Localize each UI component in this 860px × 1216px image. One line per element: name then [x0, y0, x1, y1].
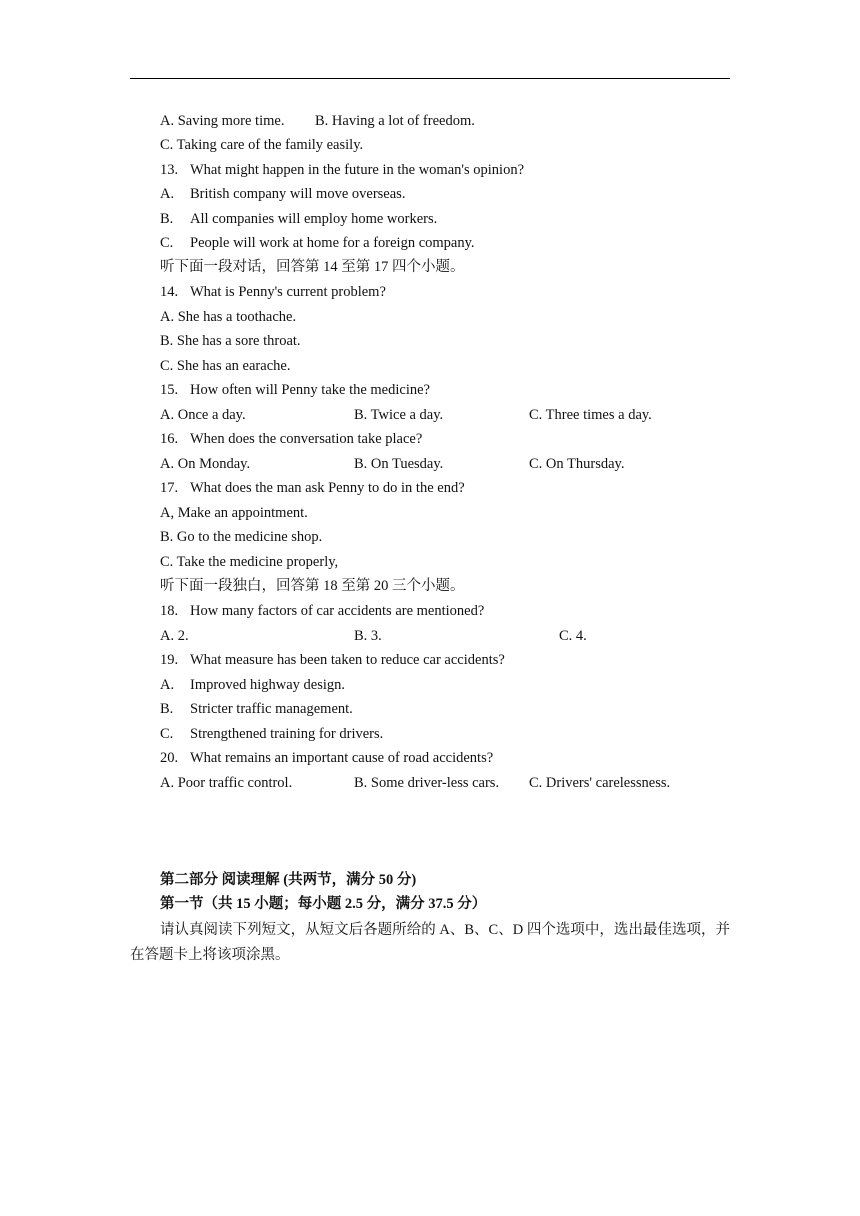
- question-14: [160, 283, 386, 301]
- q13-option-c: [160, 234, 475, 252]
- question-20: [160, 749, 493, 767]
- q12-option-a: A. Saving more time.: [160, 113, 285, 129]
- q15-option-a: A. Once a day.: [160, 407, 246, 423]
- q13-option-a: [160, 185, 405, 203]
- question-text: What is Penny's current problem?: [190, 284, 386, 300]
- option-letter: B.: [160, 701, 174, 717]
- option-letter: A.: [160, 677, 175, 693]
- q12-option-b: B. Having a lot of freedom.: [315, 113, 475, 129]
- option-letter: C.: [160, 726, 174, 742]
- option-text: British company will move overseas.: [190, 186, 406, 202]
- q16-option-a: A. On Monday.: [160, 456, 251, 472]
- q15-options-row: [160, 406, 652, 424]
- instruction-18-20: 听下面一段独白，回答第 18 至第 20 三个小题。: [160, 578, 465, 594]
- option-text: Stricter traffic management.: [190, 701, 353, 717]
- q13-option-b: [160, 210, 437, 228]
- q19-option-c: [160, 725, 383, 743]
- q20-option-a: A. Poor traffic control.: [160, 775, 293, 791]
- q16-options-row: [160, 455, 625, 473]
- option-letter: C.: [160, 235, 174, 251]
- question-number: 16.: [160, 431, 179, 447]
- q14-option-c: C. She has an earache.: [160, 358, 291, 374]
- question-text: How many factors of car accidents are mentioned?: [190, 603, 485, 619]
- question-text: What does the man ask Penny to do in the end?: [190, 480, 465, 496]
- question-number: 20.: [160, 750, 179, 766]
- option-text: Strengthened training for drivers.: [190, 726, 384, 742]
- q15-option-b: B. Twice a day.: [354, 407, 444, 423]
- option-text: Improved highway design.: [190, 677, 346, 693]
- question-18: [160, 602, 484, 620]
- q14-option-a: A. She has a toothache.: [160, 309, 297, 325]
- q19-option-a: [160, 676, 345, 694]
- q15-option-c: C. Three times a day.: [529, 407, 652, 423]
- part2-section1-heading: 第一节（共 15 小题；每小题 2.5 分，满分 37.5 分）: [160, 896, 487, 912]
- question-number: 18.: [160, 603, 179, 619]
- question-number: 17.: [160, 480, 179, 496]
- q18-options-row: [160, 627, 587, 645]
- q20-option-b: B. Some driver-less cars.: [354, 775, 500, 791]
- question-text: What remains an important cause of road accidents?: [190, 750, 494, 766]
- q12-options-row-1: [160, 112, 475, 130]
- question-17: [160, 479, 465, 497]
- q19-option-b: [160, 700, 353, 718]
- question-19: [160, 651, 505, 669]
- q17-option-a: A, Make an appointment.: [160, 505, 308, 521]
- option-text: All companies will employ home workers.: [190, 211, 438, 227]
- q18-option-b: B. 3.: [354, 628, 382, 644]
- header-rule: [130, 78, 730, 79]
- question-16: [160, 430, 422, 448]
- q16-option-b: B. On Tuesday.: [354, 456, 444, 472]
- q18-option-a: A. 2.: [160, 628, 189, 644]
- question-13: [160, 161, 524, 179]
- q16-option-c: C. On Thursday.: [529, 456, 625, 472]
- q12-option-c: C. Taking care of the family easily.: [160, 137, 364, 153]
- question-number: 13.: [160, 162, 179, 178]
- q20-option-c: C. Drivers' carelessness.: [529, 775, 671, 791]
- question-text: What might happen in the future in the woman's opinion?: [190, 162, 525, 178]
- question-number: 14.: [160, 284, 179, 300]
- instruction-14-17: 听下面一段对话，回答第 14 至第 17 四个小题。: [160, 259, 465, 275]
- q17-option-c: C. Take the medicine properly,: [160, 554, 339, 570]
- question-number: 15.: [160, 382, 179, 398]
- question-number: 19.: [160, 652, 179, 668]
- part2-instruction: 请认真阅读下列短文，从短文后各题所给的 A、B、C、D 四个选项中，选出最佳选项，并在答题卡上将该项涂黑。: [130, 922, 730, 963]
- q17-option-b: B. Go to the medicine shop.: [160, 529, 323, 545]
- q18-option-c: C. 4.: [559, 628, 587, 644]
- q20-options-row: [160, 774, 671, 792]
- option-letter: B.: [160, 211, 174, 227]
- question-text: When does the conversation take place?: [190, 431, 423, 447]
- option-text: People will work at home for a foreign company.: [190, 235, 475, 251]
- question-15: [160, 381, 430, 399]
- question-text: What measure has been taken to reduce car accidents?: [190, 652, 505, 668]
- q14-option-b: B. She has a sore throat.: [160, 333, 301, 349]
- part2-heading: 第二部分 阅读理解 (共两节，满分 50 分): [160, 872, 417, 888]
- option-letter: A.: [160, 186, 175, 202]
- question-text: How often will Penny take the medicine?: [190, 382, 430, 398]
